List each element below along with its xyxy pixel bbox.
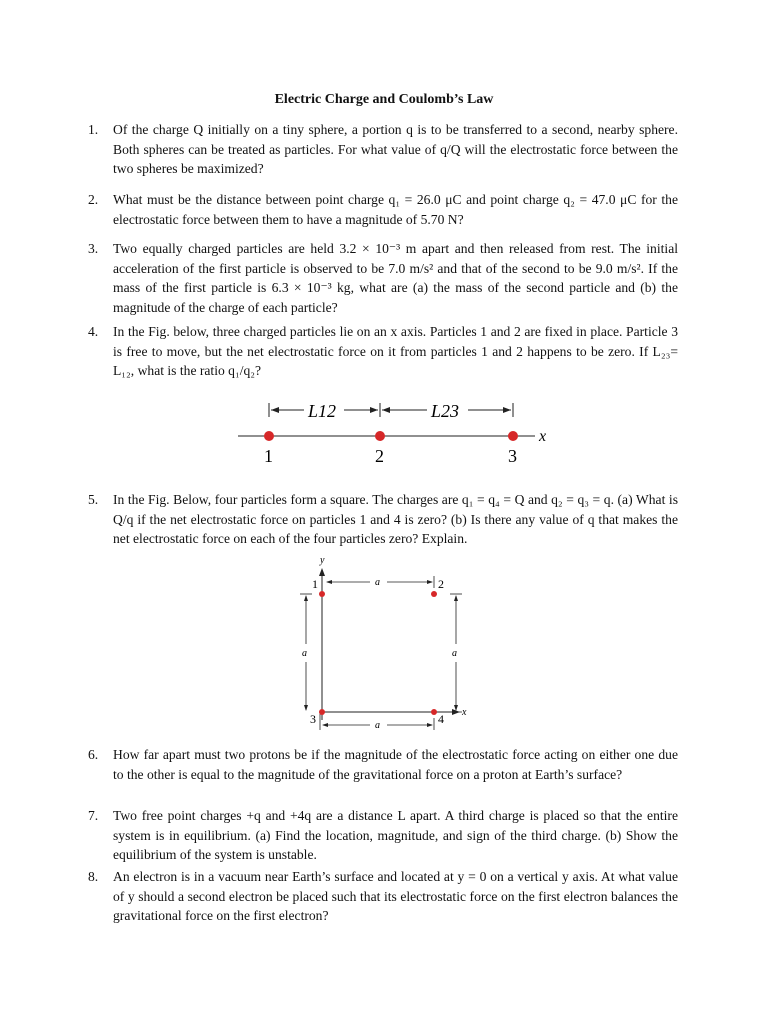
question-text: In the Fig. Below, four particles form a square. The charges are q₁ = q₄ = Q and q₂ = q₃ = q. (a) What is Q/q if the net electrostatic force on particles 1 and 4 is zero? (b) Is there any value of q that makes the net electrostatic force on each of the four particles zero? Explain. (113, 492, 678, 547)
question-text: Two free point charges +q and +4q are a distance L apart. A third charge is placed so that the entire system is in equilibrium. (a) Find the location, magnitude, and sign of the third charge. (b) Show the equilibrium of the system is unstable. (113, 808, 678, 863)
particle-2-label: 2 (438, 577, 444, 591)
axis-label-x: x (462, 707, 467, 718)
question-number: 7. (88, 808, 99, 823)
three-particle-figure (230, 395, 560, 470)
question-8 (88, 867, 678, 926)
question-number: 4. (88, 324, 99, 339)
question-number: 6. (88, 747, 99, 762)
particle-4 (431, 709, 437, 715)
square-particle-figure (290, 552, 480, 734)
question-number: 1. (88, 122, 99, 137)
question-text: An electron is in a vacuum near Earth’s surface and located at y = 0 on a vertical y axis. At what value of y should a second electron be placed such that its electrostatic force on the first electron balances the gravitational force on the first electron? (113, 869, 678, 924)
question-2 (88, 190, 678, 229)
particle-2 (375, 431, 385, 441)
question-number: 2. (88, 192, 99, 207)
question-text: How far apart must two protons be if the magnitude of the electrostatic force acting on either one due to the other is equal to the magnitude of the gravitational force on a proton at Earth’s surface? (113, 747, 678, 782)
particle-3 (508, 431, 518, 441)
particle-1-label: 1 (264, 446, 273, 466)
particle-1 (319, 591, 325, 597)
particle-3-label: 3 (508, 446, 517, 466)
question-number: 8. (88, 869, 99, 884)
label-a-top: a (375, 577, 380, 588)
label-a-left: a (302, 648, 307, 659)
question-3 (88, 239, 678, 317)
particle-2-label: 2 (375, 446, 384, 466)
question-4 (88, 322, 678, 381)
question-1 (88, 120, 678, 179)
label-a-right: a (452, 648, 457, 659)
particle-1 (264, 431, 274, 441)
particle-4-label: 4 (438, 712, 444, 726)
label-a-bottom: a (375, 720, 380, 731)
question-text: In the Fig. below, three charged particles lie on an x axis. Particles 1 and 2 are fixed in place. Particle 3 is free to move, but the net electrostatic force on it from particles 1 and 2 happens to be zero. If L₂₃= L₁₂, what is the ratio q₁/q₂? (113, 324, 678, 379)
question-6 (88, 745, 678, 784)
question-5 (88, 490, 678, 549)
axis-label-y: y (320, 555, 325, 566)
particle-3-label: 3 (310, 712, 316, 726)
label-l12: L12 (308, 401, 337, 421)
question-number: 3. (88, 241, 99, 256)
axis-label-x: x (539, 428, 547, 445)
particle-2 (431, 591, 437, 597)
question-text: What must be the distance between point charge q₁ = 26.0 μC and point charge q₂ = 47.0 μC for the electrostatic force between them to have a magnitude of 5.70 N? (113, 192, 678, 227)
question-text: Of the charge Q initially on a tiny sphere, a portion q is to be transferred to a second, nearby sphere. Both spheres can be treated as particles. For what value of q/Q will the electrostatic force between the two spheres be maximized? (113, 122, 678, 177)
particle-3 (319, 709, 325, 715)
question-7 (88, 806, 678, 865)
question-number: 5. (88, 492, 99, 507)
page-title: Electric Charge and Coulomb’s Law (274, 92, 494, 107)
particle-1-label: 1 (312, 577, 318, 591)
question-text: Two equally charged particles are held 3.2 × 10⁻³ m apart and then released from rest. The initial acceleration of the first particle is observed to be 7.0 m/s² and that of the second to be 9.0 m/s². If the mass of the first particle is 6.3 × 10⁻³ kg, what are (a) the mass of the second particle and (b) the magnitude of the charge of each particle? (113, 241, 678, 315)
label-l23: L23 (431, 401, 460, 421)
